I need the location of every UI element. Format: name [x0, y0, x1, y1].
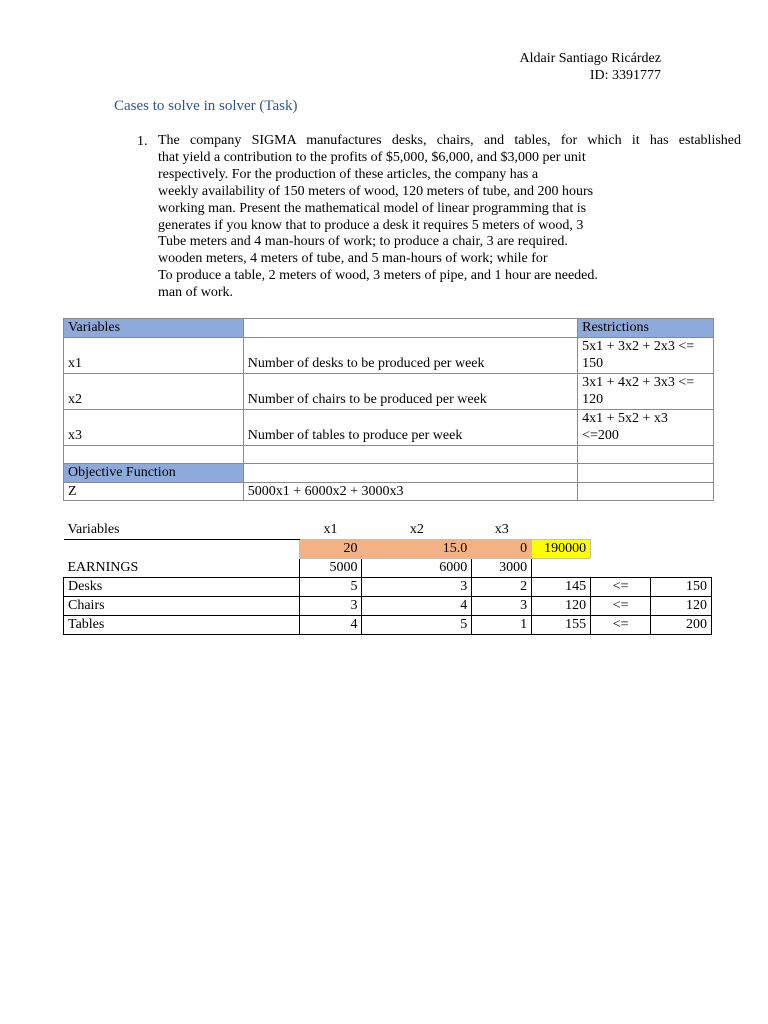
restrictions-header: Restrictions	[578, 319, 714, 338]
constraint-lhs: 120	[532, 597, 591, 616]
model-table	[63, 318, 714, 501]
empty-cell	[578, 464, 714, 483]
empty-cell	[532, 521, 591, 540]
col-x1: x1	[323, 522, 338, 538]
empty-cell	[591, 559, 651, 578]
constraint-operator: <=	[591, 578, 651, 597]
variable-name: x2	[64, 373, 244, 409]
objective-value: 190000	[532, 540, 591, 559]
constraint-coef: 5	[299, 578, 362, 597]
problem-line: To produce a table, 2 meters of wood, 3 meters of pipe, and 1 hour are needed.	[158, 268, 598, 284]
constraint-coef: 3	[362, 578, 472, 597]
constraint-operator: <=	[591, 616, 651, 635]
empty-cell	[651, 540, 712, 559]
empty-cell	[591, 521, 651, 540]
empty-cell	[651, 521, 712, 540]
constraint-coef: 3	[299, 597, 362, 616]
empty-cell	[578, 445, 714, 464]
constraint-rhs: 200	[651, 616, 712, 635]
empty-cell	[578, 482, 714, 501]
empty-cell	[64, 540, 300, 559]
variable-name: x3	[64, 409, 244, 445]
empty-cell	[243, 445, 577, 464]
constraint-row	[64, 597, 712, 616]
variable-description: Number of desks to be produced per week	[243, 337, 577, 373]
variable-description: Number of chairs to be produced per week	[243, 373, 577, 409]
problem-line: The company SIGMA manufactures desks, chairs, and tables, for which it has established	[158, 133, 741, 148]
empty-cell	[591, 540, 651, 559]
objective-variable: Z	[64, 482, 244, 501]
problem-line: Tube meters and 4 man-hours of work; to produce a chair, 3 are required.	[158, 234, 568, 250]
constraint-row	[64, 616, 712, 635]
objective-expression: 5000x1 + 6000x2 + 3000x3	[243, 482, 577, 501]
empty-cell	[651, 559, 712, 578]
constraint-rhs: 120	[651, 597, 712, 616]
variables-header: Variables	[64, 319, 244, 338]
constraint-lhs: 145	[532, 578, 591, 597]
solver-table	[63, 521, 712, 635]
problem-line: respectively. For the production of these articles, the company has a	[158, 166, 539, 182]
earnings-label: EARNINGS	[67, 560, 139, 575]
constraint-rhs: 150	[651, 578, 712, 597]
constraint-coef: 2	[472, 578, 532, 597]
restriction-text: 150	[582, 356, 604, 371]
restriction-text: <=200	[582, 428, 619, 443]
restriction-cell	[578, 409, 714, 445]
empty-cell	[64, 445, 244, 464]
constraint-coef: 1	[472, 616, 532, 635]
restriction-cell	[578, 373, 714, 409]
restriction-text: 3x1 + 4x2 + 3x3 <=	[582, 374, 695, 390]
problem-line: wooden meters, 4 meters of tube, and 5 man-hours of work; while for	[158, 251, 548, 267]
student-id: ID: 3391777	[589, 68, 661, 83]
variables-label: Variables	[67, 522, 120, 538]
problem-line: man of work.	[158, 285, 234, 301]
constraint-name: Tables	[64, 616, 300, 635]
constraint-name: Desks	[64, 578, 300, 597]
solution-x1: 20	[299, 540, 362, 559]
problem-line: that yield a contribution to the profits of $5,000, $6,000, and $3,000 per unit	[158, 149, 586, 165]
earning-x3: 3000	[472, 559, 532, 578]
constraint-operator: <=	[591, 597, 651, 616]
constraint-coef: 4	[299, 616, 362, 635]
earning-x2: 6000	[362, 559, 472, 578]
problem-number: 1.	[137, 134, 148, 149]
empty-cell	[243, 319, 577, 338]
problem-statement	[158, 133, 741, 302]
constraint-coef: 4	[362, 597, 472, 616]
section-heading: Cases to solve in solver (Task)	[114, 98, 298, 114]
constraint-row	[64, 578, 712, 597]
col-x2: x2	[409, 522, 424, 538]
solution-x3: 0	[472, 540, 532, 559]
constraint-name: Chairs	[64, 597, 300, 616]
variable-name: x1	[64, 337, 244, 373]
problem-line: working man. Present the mathematical model of linear programming that is	[158, 200, 587, 216]
col-x3: x3	[494, 522, 509, 538]
empty-cell	[243, 464, 577, 483]
problem-line: generates if you know that to produce a desk it requires 5 meters of wood, 3	[158, 217, 584, 233]
objective-header: Objective Function	[64, 464, 244, 483]
empty-cell	[532, 559, 591, 578]
author-name: Aldair Santiago Ricárdez	[519, 51, 661, 66]
problem-line: weekly availability of 150 meters of wood, 120 meters of tube, and 200 hours	[158, 183, 594, 199]
restriction-text: 4x1 + 5x2 + x3	[582, 410, 668, 426]
variable-description: Number of tables to produce per week	[243, 409, 577, 445]
restriction-text: 5x1 + 3x2 + 2x3 <=	[582, 338, 695, 354]
constraint-lhs: 155	[532, 616, 591, 635]
restriction-cell	[578, 337, 714, 373]
constraint-coef: 5	[362, 616, 472, 635]
earning-x1: 5000	[299, 559, 362, 578]
solution-x2: 15.0	[362, 540, 472, 559]
restriction-text: 120	[582, 392, 604, 407]
constraint-coef: 3	[472, 597, 532, 616]
